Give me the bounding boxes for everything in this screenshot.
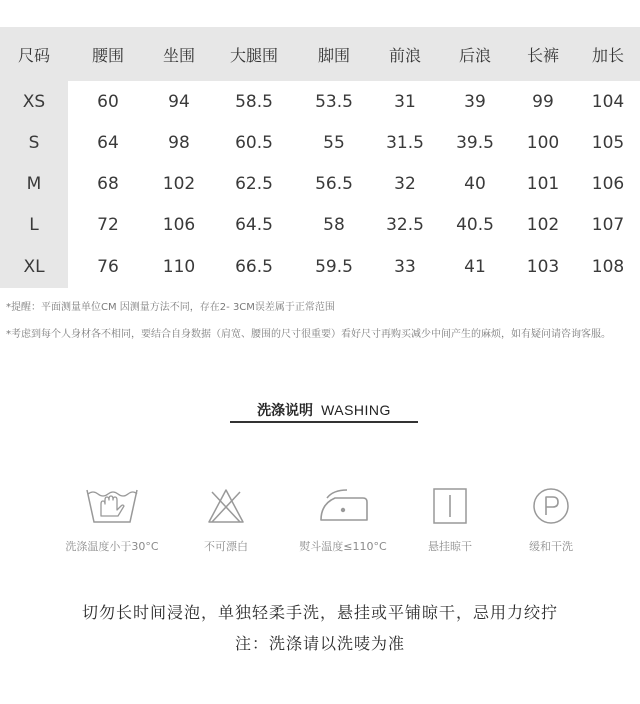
size-label: M	[0, 163, 68, 204]
measurement-note: *提醒：平面测量单位CM 因测量方法不同，存在2- 3CM误差属于正常范围	[6, 302, 335, 313]
table-cell: 98	[168, 132, 190, 153]
title-underline	[230, 421, 418, 423]
table-cell: 39	[464, 91, 486, 112]
header-size: 尺码	[0, 27, 68, 81]
table-cell: 58	[323, 214, 345, 235]
table-cell: 108	[591, 256, 625, 277]
table-row	[0, 163, 640, 204]
care-label: 悬挂晾干	[428, 540, 472, 553]
table-cell: 59.5	[315, 256, 353, 277]
table-cell: 66.5	[235, 256, 273, 277]
header-long-length: 加长	[576, 27, 640, 81]
table-cell: 40	[464, 173, 486, 194]
table-cell: 31	[394, 91, 416, 112]
size-label: L	[0, 204, 68, 245]
hand-wash-icon	[84, 486, 140, 526]
fit-advice-note: *考虑到每个人身材各不相同，要结合自身数据（肩宽、腰围的尺寸很重要）看好尺寸再购买减少中间产生的麻烦，如有疑问请咨询客服。	[6, 329, 611, 340]
table-cell: 39.5	[456, 132, 494, 153]
care-label: 缓和干洗	[529, 540, 573, 553]
care-label: 洗涤温度小于30°C	[65, 540, 159, 553]
care-label: 不可漂白	[204, 540, 248, 553]
care-instruction: 切勿长时间浸泡，单独轻柔手洗，悬挂或平铺晾干，忌用力绞拧	[81, 603, 558, 622]
iron-icon	[313, 486, 373, 526]
size-table-header-row	[0, 27, 640, 81]
table-row	[0, 81, 640, 122]
table-cell: 105	[591, 132, 625, 153]
size-chart-table	[0, 27, 640, 288]
table-cell: 53.5	[315, 91, 353, 112]
table-cell: 32	[394, 173, 416, 194]
header-hip: 坐围	[148, 27, 210, 81]
table-cell: 99	[532, 91, 554, 112]
table-row	[0, 245, 640, 288]
header-front-rise: 前浪	[370, 27, 440, 81]
header-waist: 腰围	[68, 27, 148, 81]
table-cell: 31.5	[386, 132, 424, 153]
table-cell: 60.5	[235, 132, 273, 153]
table-row	[0, 122, 640, 163]
header-leg-opening: 脚围	[298, 27, 370, 81]
table-cell: 110	[162, 256, 196, 277]
table-cell: 106	[162, 214, 196, 235]
table-cell: 60	[97, 91, 119, 112]
hang-dry-icon	[430, 486, 470, 526]
table-cell: 62.5	[235, 173, 273, 194]
washing-title-zh: 洗涤说明	[257, 403, 314, 419]
table-cell: 100	[526, 132, 560, 153]
table-cell: 56.5	[315, 173, 353, 194]
table-cell: 41	[464, 256, 486, 277]
table-cell: 40.5	[456, 214, 494, 235]
header-back-rise: 后浪	[440, 27, 510, 81]
washing-title-en: WASHING	[321, 402, 391, 418]
table-cell: 107	[591, 214, 625, 235]
table-cell: 101	[526, 173, 560, 194]
size-label: XL	[0, 245, 68, 288]
table-cell: 102	[162, 173, 196, 194]
table-cell: 102	[526, 214, 560, 235]
table-row	[0, 204, 640, 245]
table-cell: 94	[168, 91, 190, 112]
table-cell: 103	[526, 256, 560, 277]
table-cell: 72	[97, 214, 119, 235]
table-cell: 106	[591, 173, 625, 194]
no-bleach-icon	[206, 486, 246, 526]
table-cell: 76	[97, 256, 119, 277]
size-label: S	[0, 122, 68, 163]
care-item-dry-clean	[481, 486, 621, 554]
table-cell: 33	[394, 256, 416, 277]
table-cell: 64	[97, 132, 119, 153]
size-label: XS	[0, 81, 68, 122]
care-label: 熨斗温度≤110°C	[299, 540, 387, 553]
table-cell: 64.5	[235, 214, 273, 235]
care-note: 注：洗涤请以洗唛为准	[234, 634, 405, 653]
table-cell: 104	[591, 91, 625, 112]
header-length: 长裤	[510, 27, 576, 81]
table-cell: 32.5	[386, 214, 424, 235]
table-cell: 68	[97, 173, 119, 194]
dry-clean-p-icon	[531, 486, 571, 526]
washing-title	[230, 400, 418, 420]
table-cell: 55	[323, 132, 345, 153]
header-thigh: 大腿围	[210, 27, 298, 81]
table-cell: 58.5	[235, 91, 273, 112]
